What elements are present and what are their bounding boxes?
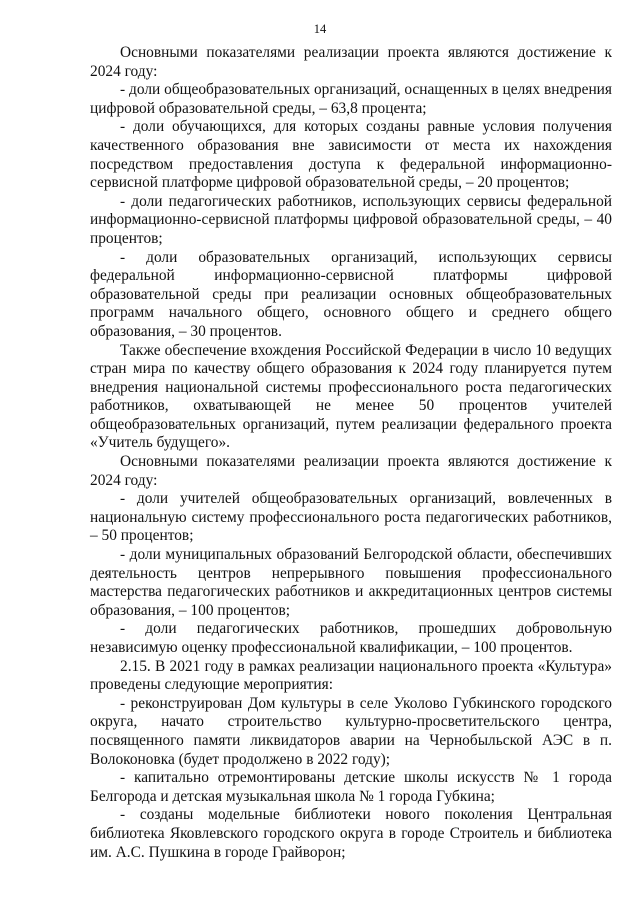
list-item: - доли муниципальных образований Белгородской области, обеспечивших деятельность центров непрерывного повышения профессионального мастерства педагогических работников и аккредитационных центров системы образования, – 100 процентов; — [90, 546, 612, 619]
section-paragraph: 2.15. В 2021 году в рамках реализации национального проекта «Культура» проведены следующие мероприятия: — [90, 657, 612, 694]
list-item: - доли обучающихся, для которых созданы равные условия получения качественного образования вне зависимости от места их нахождения посредством предоставления доступа к федеральной информационно-сервисной платформе цифровой образовательной среды, – 20 процентов; — [90, 118, 612, 192]
paragraph: Основными показателями реализации проекта являются достижение к 2024 году: — [90, 453, 612, 489]
list-item: - доли педагогических работников, прошедших добровольную независимую оценку профессиональной квалификации, – 100 процентов. — [90, 620, 612, 656]
document-body — [90, 44, 612, 862]
paragraph: Основными показателями реализации проекта являются достижение к 2024 году: — [90, 44, 612, 80]
list-item: - доли учителей общеобразовательных организаций, вовлеченных в национальную систему профессионального роста педагогических работников, – 50 процентов; — [90, 490, 612, 545]
list-item: - доли общеобразовательных организаций, оснащенных в целях внедрения цифровой образовательной среды, – 63,8 процента; — [90, 81, 612, 117]
list-item: - доли педагогических работников, использующих сервисы федеральной информационно-сервисной платформы цифровой образовательной среды, – 40 процентов; — [90, 192, 612, 247]
list-item: - доли образовательных организаций, использующих сервисы федеральной информационно-сервисной платформы цифровой образовательной среды при реализации основных общеобразовательных программ начального общего, основного общего и среднего общего образования, – 30 процентов. — [90, 248, 612, 340]
list-item: - созданы модельные библиотеки нового поколения Центральная библиотека Яковлевского городского округа в городе Строитель и библиотека им. А.С. Пушкина в городе Грайворон; — [90, 806, 612, 861]
list-item: - реконструирован Дом культуры в селе Уколово Губкинского городского округа, начато строительство культурно-просветительского центра, посвященного памяти ликвидаторов аварии на Чернобыльской АЭС в п. Волоконовка (будет продолжено в 2022 году); — [90, 694, 612, 768]
list-item: - капитально отремонтированы детские школы искусств № 1 города Белгорода и детская музыкальная школа № 1 города Губкина; — [90, 769, 612, 805]
page-number: 14 — [313, 22, 327, 36]
paragraph: Также обеспечение вхождения Российской Федерации в число 10 ведущих стран мира по качеству общего образования к 2024 году планируется путем внедрения национальной системы профессионального роста педагогических работников, охватывающей не менее 50 процентов учителей общеобразовательных организаций, путем реализации федерального проекта «Учитель будущего». — [90, 341, 612, 452]
